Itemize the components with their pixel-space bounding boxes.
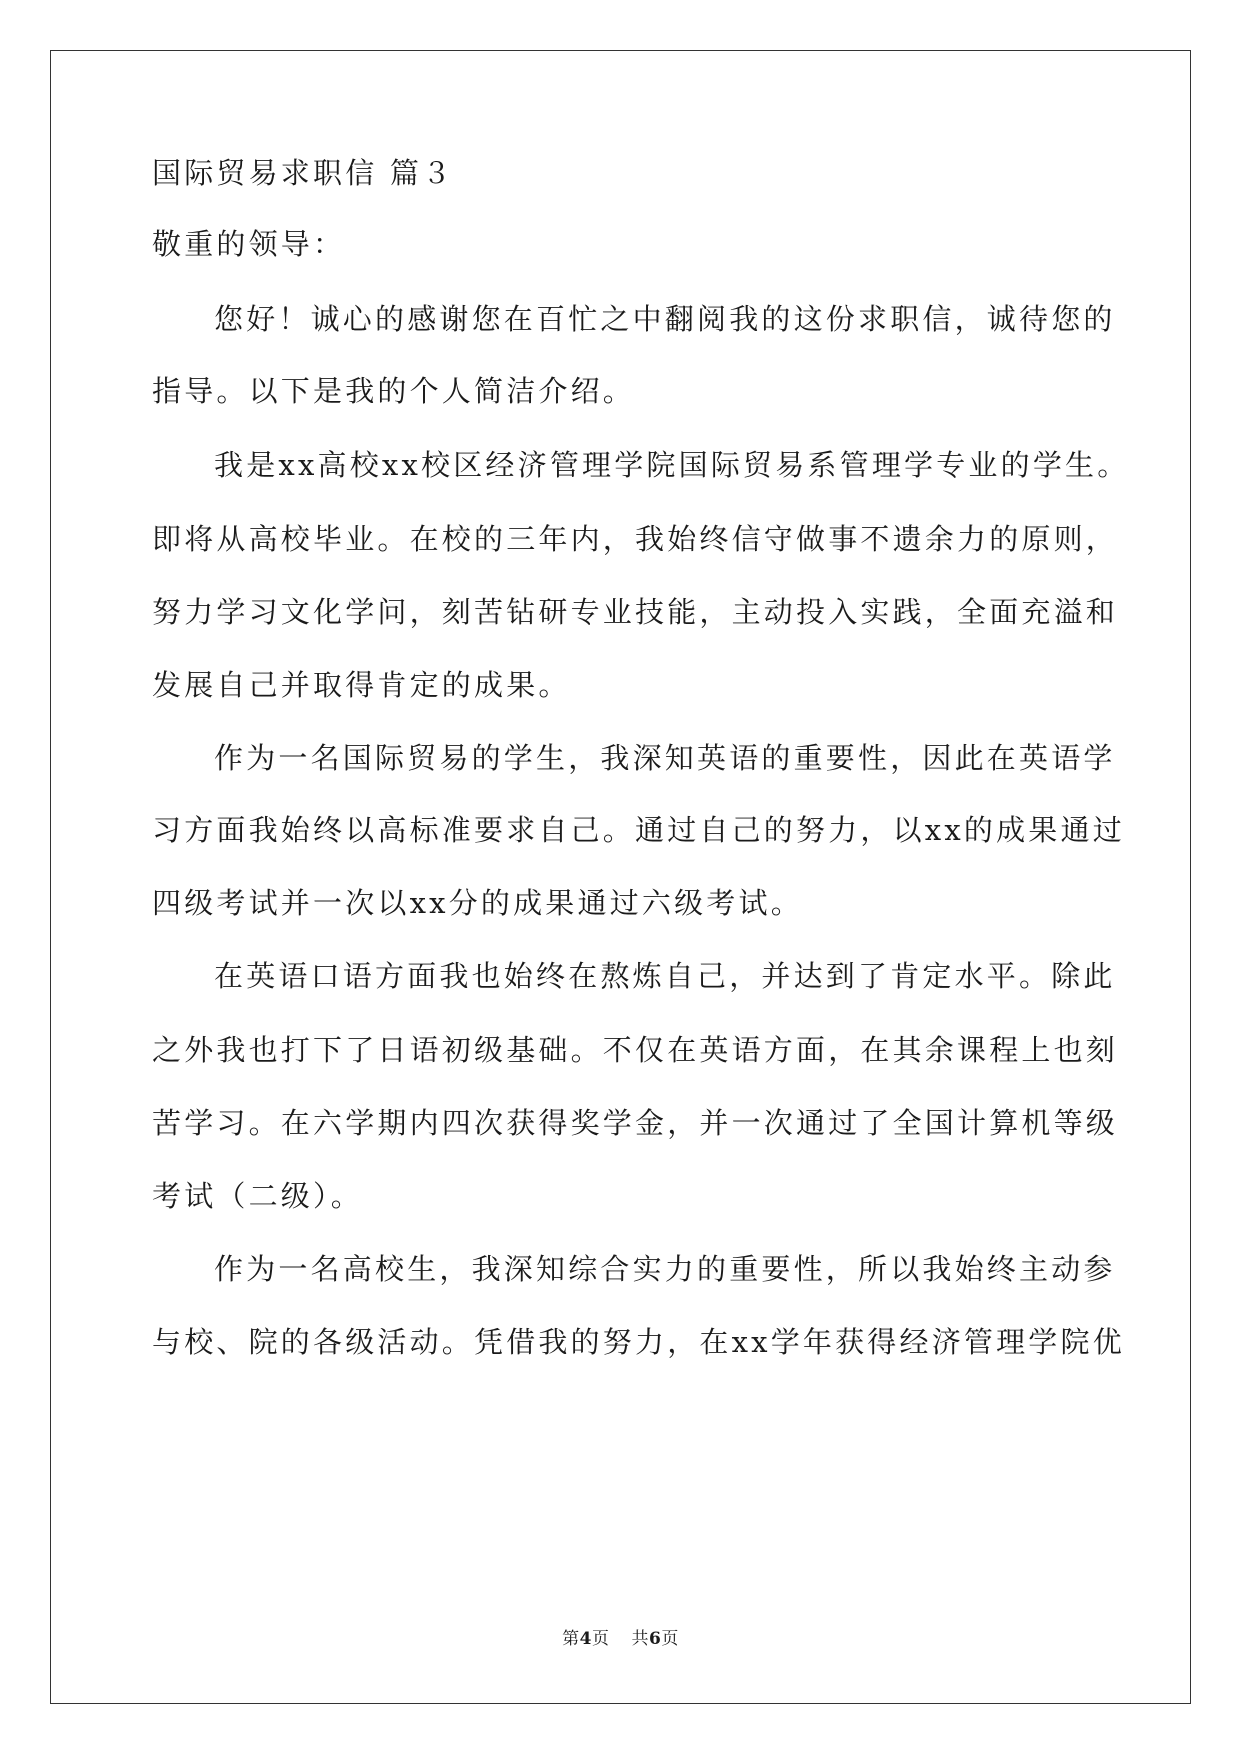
page-footer	[0, 1624, 1241, 1649]
page-border	[50, 50, 1191, 1704]
paragraph-line: 之外我也打下了日语初级基础。不仅在英语方面，在其余课程上也刻	[152, 1033, 1119, 1067]
page-number-suffix: 页	[592, 1629, 610, 1649]
paragraph-line: 我是xx高校xx校区经济管理学院国际贸易系管理学专业的学生。	[214, 448, 1130, 482]
paragraph-line: 发展自己并取得肯定的成果。	[152, 668, 571, 702]
paragraph-line: 指导。以下是我的个人简洁介绍。	[152, 374, 636, 408]
paragraph-line: 习方面我始终以高标准要求自己。通过自己的努力，以xx的成果通过	[152, 813, 1125, 847]
paragraph-line: 作为一名高校生，我深知综合实力的重要性，所以我始终主动参	[214, 1252, 1116, 1286]
paragraph-line: 考试（二级）。	[152, 1179, 363, 1213]
paragraph-line: 作为一名国际贸易的学生，我深知英语的重要性，因此在英语学	[214, 741, 1116, 775]
current-page-number: 4	[579, 1629, 592, 1649]
total-pages-prefix: 共	[631, 1629, 649, 1649]
page-number-prefix: 第	[562, 1629, 580, 1649]
paragraph-line: 努力学习文化学问，刻苦钻研专业技能，主动投入实践，全面充溢和	[152, 595, 1119, 629]
salutation: 敬重的领导：	[152, 227, 346, 261]
paragraph-line: 您好！诚心的感谢您在百忙之中翻阅我的这份求职信，诚待您的	[214, 302, 1116, 336]
paragraph-line: 在英语口语方面我也始终在熬炼自己，并达到了肯定水平。除此	[214, 959, 1116, 993]
paragraph-line: 即将从高校毕业。在校的三年内，我始终信守做事不遗余力的原则，	[152, 522, 1119, 556]
paragraph-line: 四级考试并一次以xx分的成果通过六级考试。	[152, 886, 803, 920]
paragraph-line: 苦学习。在六学期内四次获得奖学金，并一次通过了全国计算机等级	[152, 1106, 1119, 1140]
total-page-count: 6	[649, 1629, 662, 1649]
document-title: 国际贸易求职信 篇３	[152, 156, 455, 190]
paragraph-line: 与校、院的各级活动。凭借我的努力，在xx学年获得经济管理学院优	[152, 1325, 1125, 1359]
total-pages-suffix: 页	[661, 1629, 679, 1649]
